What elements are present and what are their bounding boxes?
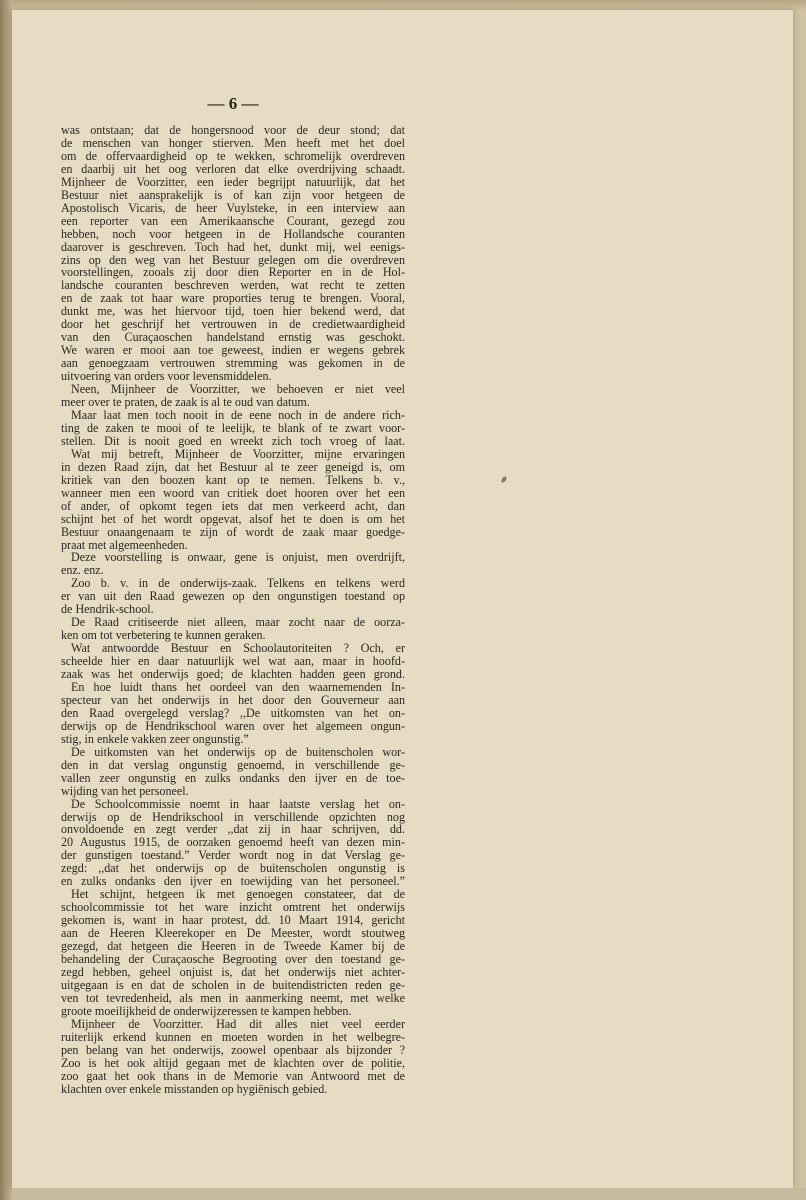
text-line: onvoldoende en zegt verder ,,dat zij in haar schrijven, dd. (61, 822, 405, 837)
text-line: aan de Heeren Kleerekoper en De Meester, wordt stoutweg (61, 926, 405, 941)
text-line: zins op den weg van het Bestuur gelegen om die overdreven (61, 252, 405, 267)
text-line: aan genoegzaam vertrouwen stremming was gekomen in de (61, 356, 405, 371)
text-line: zaak was het onderwijs goed; de klachten hadden geen grond. (61, 667, 405, 682)
text-line: schoolcommissie tot het ware inzicht omtrent het onderwijs (61, 900, 405, 915)
text-line: groote moeilijkheid de onderwijzeressen te kampen hebben. (61, 1003, 352, 1018)
text-line: ruiterlijk erkend kunnen en moeten worden in het welbegre- (61, 1029, 405, 1044)
text-line: den Raad overgelegd verslag? ,,De uitkomsten van het on- (61, 705, 405, 720)
scan-bottom-edge (12, 1188, 806, 1200)
text-line: en zulks ondanks den ijver en toewijding van het personeel.” (61, 874, 405, 889)
text-line: Zoo is het ook altijd gegaan met de klachten over de politie, (61, 1055, 405, 1070)
text-line: landsche couranten beschreven werden, wat recht te zetten (61, 278, 405, 293)
text-line: uitvoering van orders voor levensmiddelen. (61, 369, 272, 384)
text-line: schijnt het of het wordt opgevat, alsof het te doen is om het (61, 511, 405, 526)
text-line: wanneer men een woord van critiek doet hooren over het een (61, 485, 405, 500)
text-line: dunkt me, was het hiervoor tijd, toen hier bekend werd, dat (61, 304, 405, 319)
text-line: daarover is geschreven. Toch had het, dunkt mij, wel eenigs- (61, 239, 405, 254)
text-line: en daarbij uit het oog verloren dat elke overdrijving schaadt. (61, 161, 405, 176)
text-line: er van uit den Raad gewezen op den ongunstigen toestand op (61, 589, 405, 604)
text-line: De uitkomsten van het onderwijs op de buitenscholen wor- (71, 744, 405, 759)
text-line: wijding van het personeel. (61, 783, 189, 798)
text-line: derwijs op de Hendrikschool in verschillende opzichten nog (61, 809, 405, 824)
text-line: De Raad critiseerde niet alleen, maar zocht naar de oorza- (71, 615, 405, 630)
text-line: praat met algemeenheden. (61, 537, 188, 552)
text-line: een reporter van een Amerikaansche Courant, gezegd zou (61, 213, 405, 228)
text-line: den in dat verslag ongunstig genoemd, in verschillende ge- (61, 757, 405, 772)
text-line: gekomen is, want in haar protest, dd. 10 Maart 1914, gericht (61, 913, 405, 928)
text-line: ven tot tevredenheid, als men in aanmerking neemt, met welke (61, 990, 405, 1005)
text-line: kritiek van den boozen kant op te nemen. Telkens b. v., (61, 472, 405, 487)
text-line: pen belang van het onderwijs, zoowel openbaar als bijzonder ? (61, 1042, 405, 1057)
text-line: Neen, Mijnheer de Voorzitter, we behoeven er niet veel (71, 382, 405, 397)
text-line: der gunstigen toestand.” Verder wordt nog in dat Verslag ge- (61, 848, 405, 863)
text-line: door het geschrijf het vertrouwen in de credietwaardigheid (61, 317, 405, 332)
text-line: ting de zaken te mooi of te leelijk, te blank of te zwart voor- (61, 420, 405, 435)
text-line: stig, in enkele vakken zeer ongunstig.” (61, 731, 249, 746)
text-line: om de offervaardigheid op te wekken, schromelijk overdreven (61, 148, 405, 163)
scan-left-edge (0, 0, 12, 1200)
text-line: uitgegaan is en dat de scholen in de buitendistricten reden ge- (61, 977, 405, 992)
text-line: De Schoolcommissie noemt in haar laatste verslag het on- (71, 796, 405, 811)
text-line: derwijs op de Hendrikschool waren over het algemeen ongun- (61, 718, 405, 733)
text-line: klachten over enkele misstanden op hygiënisch gebied. (61, 1081, 328, 1096)
text-line: specteur van het onderwijs in het door den Gouverneur aan (61, 692, 405, 707)
text-line: ken om tot verbetering te kunnen geraken. (61, 628, 266, 643)
text-line: zegd: ,,dat het onderwijs op de buitenscholen ongunstig is (61, 861, 405, 876)
text-line: de Hendrik-school. (61, 602, 154, 617)
text-line: Bestuur onaangenaam te zijn of wordt de zaak maar goedge- (61, 524, 405, 539)
text-line: Apostolisch Vicaris, de heer Vuylsteke, in een interview aan (61, 200, 405, 215)
text-line: of ander, of opkomt tegen iets dat men verkeerd acht, dan (61, 498, 405, 513)
text-line: zoo gaat het ook thans in de Memorie van Antwoord met de (61, 1068, 405, 1083)
text-line: Mijnheer de Voorzitter. Had dit alles niet veel eerder (71, 1016, 405, 1031)
text-line: scheelde hier en daar natuurlijk wel wat aan, maar in hoofd- (61, 654, 405, 669)
scan-top-edge (0, 0, 806, 10)
text-line: was ontstaan; dat de hongersnood voor de deur stond; dat (61, 123, 405, 137)
text-line: voorstellingen, zooals zij door dien Reporter en in de Hol- (61, 265, 405, 280)
text-line: en de zaak tot haar ware proporties terug te brengen. Vooral, (61, 291, 405, 306)
text-line: Maar laat men toch nooit in de eene noch in de andere rich- (71, 407, 405, 422)
text-line: 20 Augustus 1915, de oorzaken genoemd heeft van dezen min- (61, 835, 405, 850)
text-line: behandeling der Curaçaosche Begrooting over den toestand ge- (61, 952, 405, 966)
body-text-column (61, 124, 405, 1095)
text-line: Wat antwoordde Bestuur en Schoolautoriteiten ? Och, er (71, 641, 405, 656)
text-line: stellen. Dit is nooit goed en wreekt zich toch vroeg of laat. (61, 433, 405, 448)
text-line: Wat mij betreft, Mijnheer de Voorzitter, mijne ervaringen (71, 446, 405, 461)
text-line: Mijnheer de Voorzitter, een ieder begrijpt natuurlijk, dat het (61, 174, 405, 189)
text-line: gezegd, dat hetgeen die Heeren in de Tweede Kamer bij de (61, 939, 405, 954)
text-line: We waren er mooi aan toe geweest, indien er wegens gebrek (61, 343, 405, 358)
text-line: Bestuur niet aansprakelijk is of kan zijn voor hetgeen de (61, 187, 405, 202)
text-line: hebben, noch voor hetgeen in de Hollandsche couranten (61, 226, 405, 241)
text-line: vallen zeer ongunstig en zulks ondanks den ijver en de toe- (61, 770, 405, 785)
text-line: zegd hebben, geheel onjuist is, dat het onderwijs niet achter- (61, 964, 405, 979)
text-line: de menschen van honger stierven. Men heeft met het doel (61, 135, 405, 150)
text-line: meer over te praten, de zaak is al te oud van datum. (61, 395, 310, 410)
text-line: in dezen Raad zijn, dat het Bestuur al te zeer geneigd is, om (61, 459, 405, 474)
text-line: Het schijnt, hetgeen ik met genoegen constateer, dat de (71, 887, 405, 902)
text-line: En hoe luidt thans het oordeel van den waarnemenden In- (71, 679, 405, 694)
text-line: van den Curaçaoschen handelstand ernstig was geschokt. (61, 330, 405, 345)
page-number: — 6 — (207, 94, 259, 113)
text-line: Zoo b. v. in de onderwijs-zaak. Telkens en telkens werd (71, 576, 405, 591)
text-line: enz. enz. (61, 563, 104, 578)
text-line: Deze voorstelling is onwaar, gene is onjuist, men overdrijft, (71, 550, 405, 565)
